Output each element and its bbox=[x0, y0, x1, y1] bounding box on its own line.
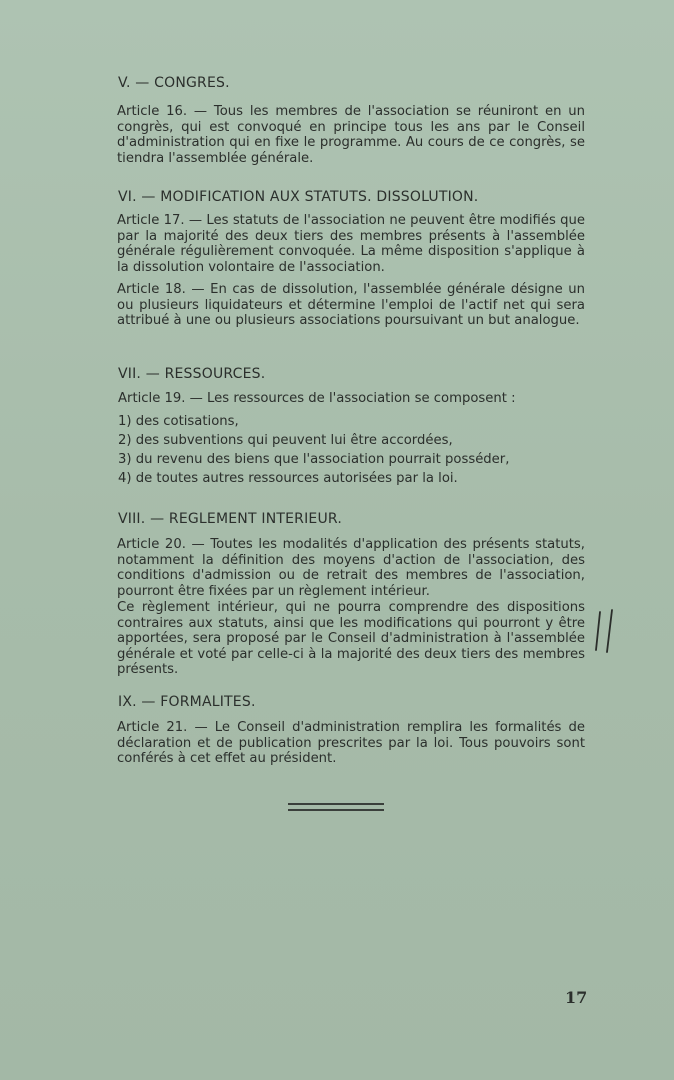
article-20-text: Article 20. — Toutes les modalités d'application des présents statuts, notamment la définition des moyens d'action de l'association, des conditions d'admission ou de retrait des membres de l'association, pourront être fixées par un règlement intérieur. bbox=[117, 537, 585, 599]
list-item: 4) de toutes autres ressources autorisées par la loi. bbox=[118, 471, 458, 486]
article-17 bbox=[88, 213, 585, 275]
list-item: 3) du revenu des biens que l'association pourrait posséder, bbox=[118, 452, 510, 467]
list-item: 2) des subventions qui peuvent lui être accordées, bbox=[118, 433, 453, 448]
article-20-paragraph-2-text: Ce règlement intérieur, qui ne pourra comprendre des dispositions contraires aux statuts, ainsi que les modifications qui pourront y être apportées, sera proposé par le Conseil d'administration à l'assemblée générale et voté par celle-ci à la majorité des deux tiers des membres présents. bbox=[117, 600, 585, 678]
page-number: 17 bbox=[565, 988, 588, 1007]
section-title-reglement: VIII. — REGLEMENT INTERIEUR. bbox=[118, 511, 343, 527]
article-21 bbox=[88, 720, 585, 767]
article-18 bbox=[88, 282, 585, 329]
article-21-text: Article 21. — Le Conseil d'administration remplira les formalités de déclaration et de publication prescrites par la loi. Tous pouvoirs sont conférés à cet effet au président. bbox=[117, 720, 585, 767]
article-19-intro: Article 19. — Les ressources de l'association se composent : bbox=[118, 391, 516, 406]
article-17-text: Article 17. — Les statuts de l'association ne peuvent être modifiés que par la majorité des deux tiers des membres présents à l'assemblée générale régulièrement convoquée. La même disposition s'applique à la dissolution volontaire de l'association. bbox=[117, 213, 585, 275]
separator-line-top bbox=[288, 803, 384, 805]
section-title-congres: V. — CONGRES. bbox=[118, 75, 230, 91]
handwritten-margin-mark bbox=[592, 608, 618, 654]
article-18-text: Article 18. — En cas de dissolution, l'assemblée générale désigne un ou plusieurs liquidateurs et détermine l'emploi de l'actif net qui sera attribué à une ou plusieurs associations poursuivant un but analogue. bbox=[117, 282, 585, 329]
article-16-text: Article 16. — Tous les membres de l'association se réuniront en un congrès, qui est convoqué en principe tous les ans par le Conseil d'administration qui en fixe le programme. Au cours de ce congrès, se tiendra l'assemblée générale. bbox=[117, 104, 585, 166]
list-item: 1) des cotisations, bbox=[118, 414, 239, 429]
article-20 bbox=[88, 537, 585, 599]
section-title-formalites: IX. — FORMALITES. bbox=[118, 694, 256, 710]
section-title-modification: VI. — MODIFICATION AUX STATUTS. DISSOLUTION. bbox=[118, 189, 479, 205]
article-20-paragraph-2 bbox=[88, 600, 585, 678]
section-title-ressources: VII. — RESSOURCES. bbox=[118, 366, 266, 382]
separator-line-bottom bbox=[288, 809, 384, 811]
article-16 bbox=[88, 104, 585, 166]
